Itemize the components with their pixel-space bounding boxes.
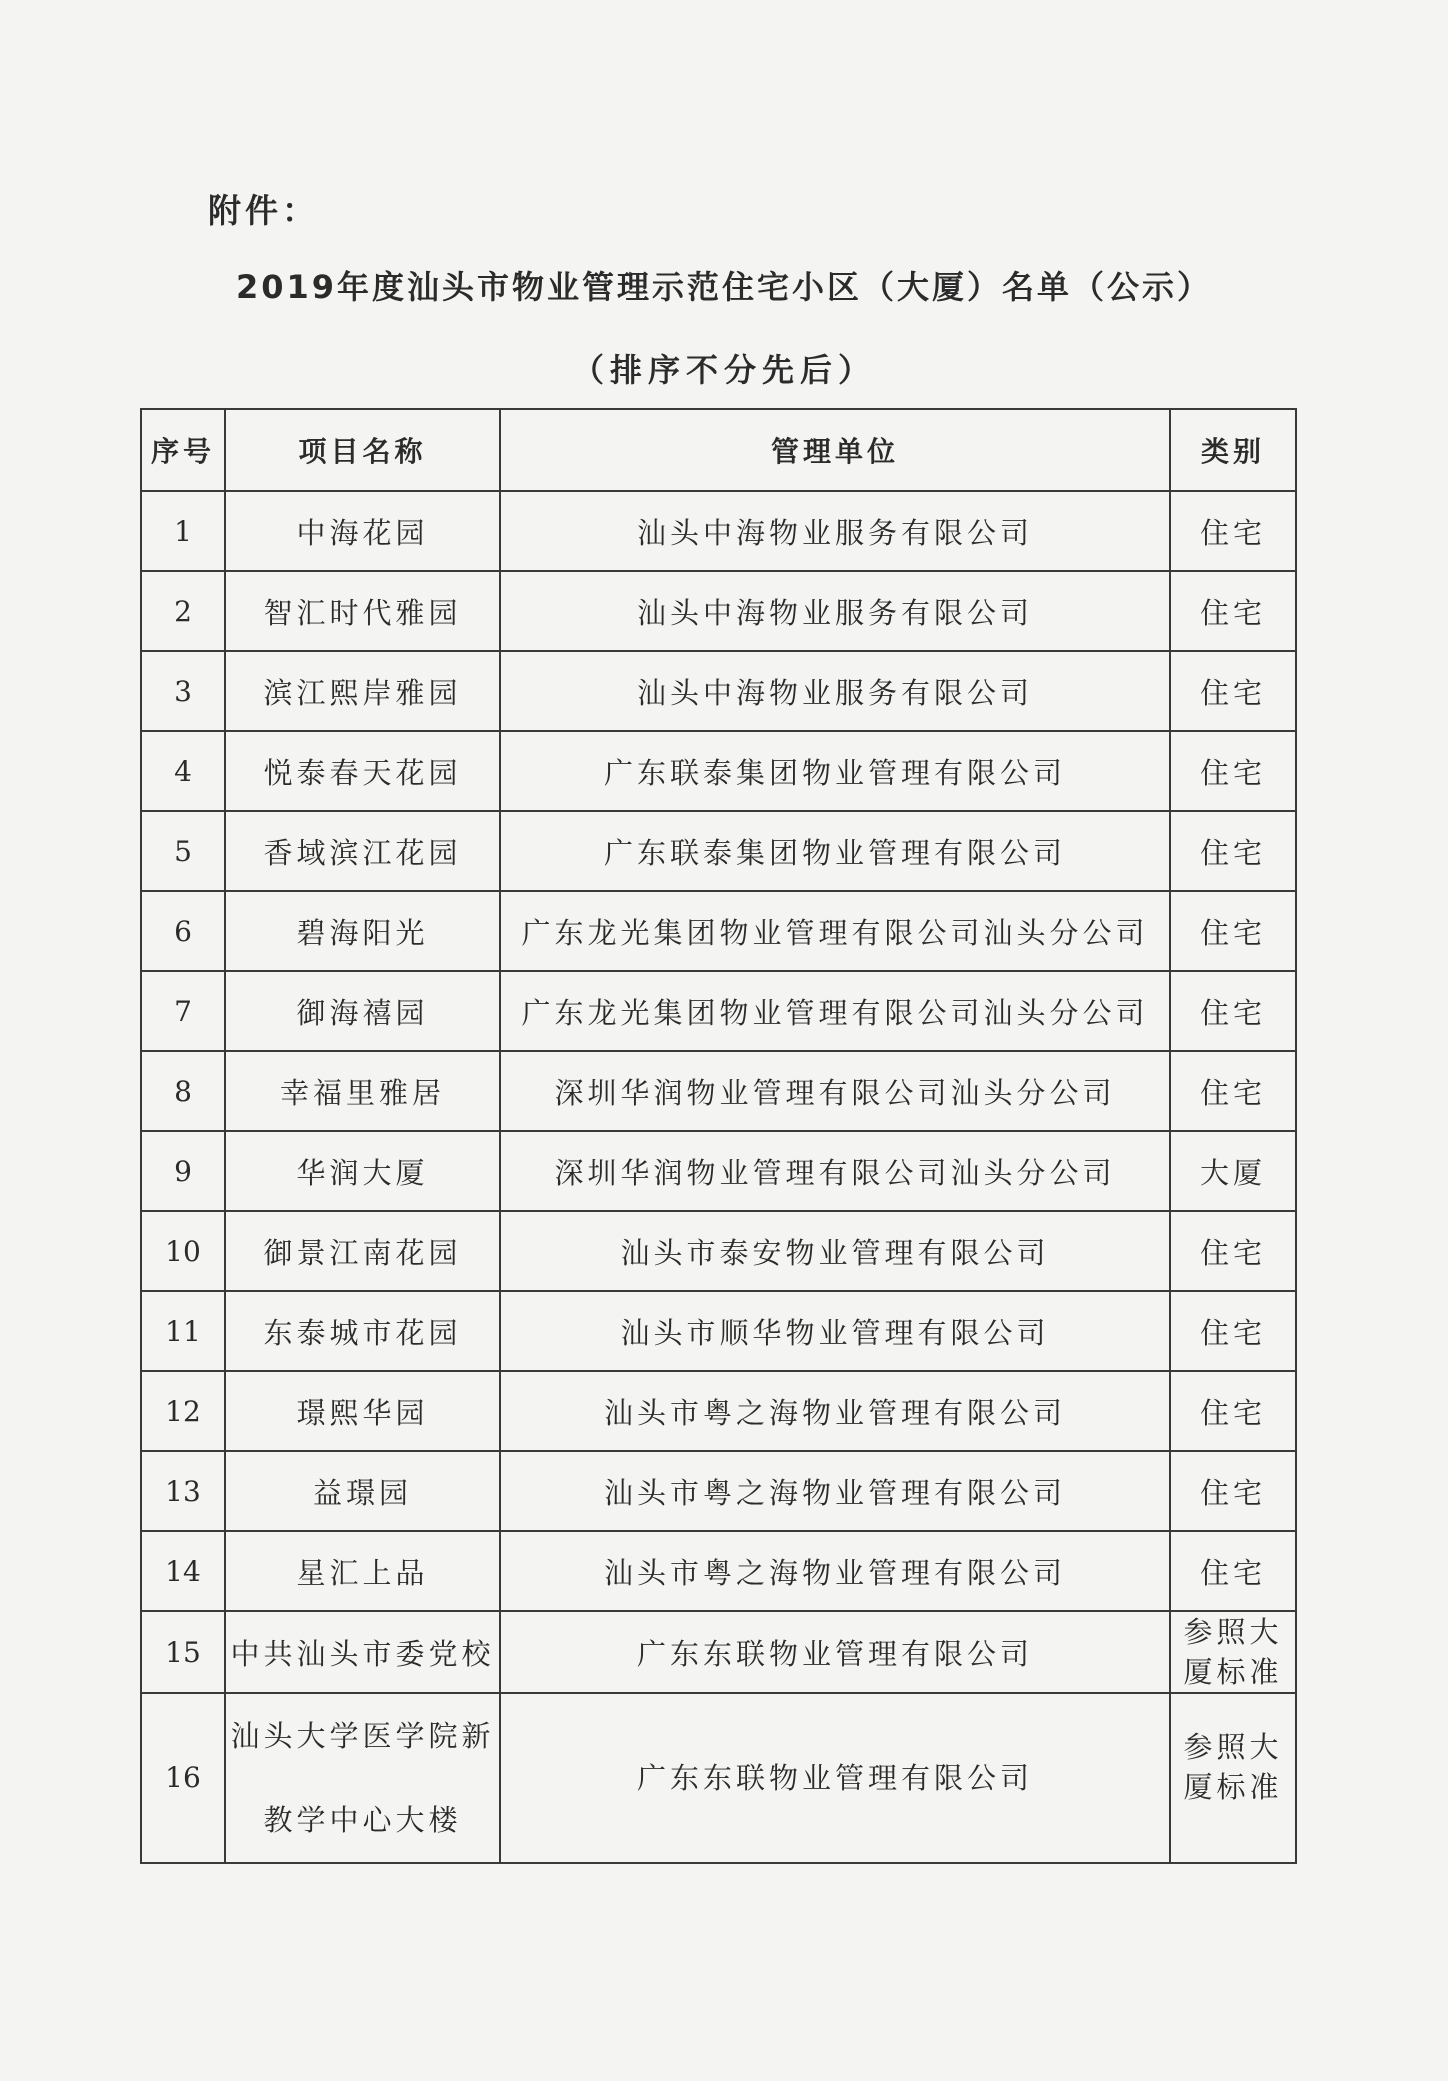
row-management-unit: 深圳华润物业管理有限公司汕头分公司 [500,1131,1170,1211]
row-category: 住宅 [1170,1451,1296,1531]
row-index: 13 [141,1451,225,1531]
row-management-unit: 汕头市泰安物业管理有限公司 [500,1211,1170,1291]
row-category: 住宅 [1170,491,1296,571]
header-project-name: 项目名称 [225,409,500,491]
row-index: 8 [141,1051,225,1131]
row-project-name: 益璟园 [225,1451,500,1531]
row-index: 7 [141,971,225,1051]
table-row [141,1131,1296,1211]
attachment-label: 附件： [208,191,319,230]
project-name-line-1: 汕头大学医学院新 [230,1719,495,1753]
category-text [1183,1612,1282,1692]
table-row [141,1051,1296,1131]
row-management-unit: 汕头市粤之海物业管理有限公司 [500,1531,1170,1611]
row-project-name: 华润大厦 [225,1131,500,1211]
row-project-name: 中共汕头市委党校 [225,1611,500,1693]
project-name-text [230,1694,494,1862]
table-row [141,1211,1296,1291]
project-name-line-2: 教学中心大楼 [263,1803,462,1837]
table-row [141,891,1296,971]
category-line-2: 厦标准 [1183,1655,1283,1689]
row-project-name [225,1693,500,1863]
row-index: 5 [141,811,225,891]
row-project-name: 滨江熙岸雅园 [225,651,500,731]
row-category [1170,1611,1296,1693]
row-category: 住宅 [1170,1211,1296,1291]
header-management-unit: 管理单位 [500,409,1170,491]
row-category: 住宅 [1170,1291,1296,1371]
category-text [1183,1727,1282,1807]
row-project-name: 香域滨江花园 [225,811,500,891]
row-project-name: 智汇时代雅园 [225,571,500,651]
table-row [141,1291,1296,1371]
table-row [141,1531,1296,1611]
row-management-unit: 深圳华润物业管理有限公司汕头分公司 [500,1051,1170,1131]
row-category: 大厦 [1170,1131,1296,1211]
row-index: 14 [141,1531,225,1611]
row-management-unit: 汕头中海物业服务有限公司 [500,571,1170,651]
row-management-unit: 广东联泰集团物业管理有限公司 [500,811,1170,891]
document-title: 2019年度汕头市物业管理示范住宅小区（大厦）名单（公示） [235,268,1213,306]
row-management-unit: 广东东联物业管理有限公司 [500,1611,1170,1693]
row-management-unit: 汕头中海物业服务有限公司 [500,491,1170,571]
row-project-name: 幸福里雅居 [225,1051,500,1131]
row-category: 住宅 [1170,891,1296,971]
row-category: 住宅 [1170,1371,1296,1451]
header-category: 类别 [1170,409,1296,491]
row-category [1170,1693,1296,1863]
row-index: 1 [141,491,225,571]
category-line-1: 参照大 [1183,1730,1283,1764]
header-index: 序号 [141,409,225,491]
model-community-table [140,408,1297,1864]
table-row [141,1693,1296,1863]
row-category: 住宅 [1170,571,1296,651]
row-category: 住宅 [1170,731,1296,811]
row-management-unit: 汕头市顺华物业管理有限公司 [500,1291,1170,1371]
row-index: 16 [141,1693,225,1863]
table-row [141,971,1296,1051]
table-header-row [141,409,1296,491]
row-management-unit: 广东联泰集团物业管理有限公司 [500,731,1170,811]
row-index: 12 [141,1371,225,1451]
row-index: 15 [141,1611,225,1693]
table-row [141,651,1296,731]
row-project-name: 御景江南花园 [225,1211,500,1291]
row-project-name: 璟熙华园 [225,1371,500,1451]
table-row [141,1451,1296,1531]
row-project-name: 御海禧园 [225,971,500,1051]
row-project-name: 悦泰春天花园 [225,731,500,811]
row-index: 4 [141,731,225,811]
table-row [141,811,1296,891]
row-index: 10 [141,1211,225,1291]
document-subtitle: （排序不分先后） [571,351,876,389]
table-row [141,1371,1296,1451]
table-row [141,731,1296,811]
row-category: 住宅 [1170,1051,1296,1131]
row-index: 11 [141,1291,225,1371]
row-management-unit: 汕头市粤之海物业管理有限公司 [500,1451,1170,1531]
row-project-name: 中海花园 [225,491,500,571]
row-management-unit: 广东龙光集团物业管理有限公司汕头分公司 [500,971,1170,1051]
row-index: 3 [141,651,225,731]
row-management-unit: 广东龙光集团物业管理有限公司汕头分公司 [500,891,1170,971]
row-index: 9 [141,1131,225,1211]
category-line-1: 参照大 [1183,1615,1283,1649]
row-category: 住宅 [1170,1531,1296,1611]
table-row [141,1611,1296,1693]
row-category: 住宅 [1170,651,1296,731]
table-row [141,571,1296,651]
row-management-unit: 广东东联物业管理有限公司 [500,1693,1170,1863]
row-index: 2 [141,571,225,651]
row-category: 住宅 [1170,971,1296,1051]
row-project-name: 东泰城市花园 [225,1291,500,1371]
row-project-name: 碧海阳光 [225,891,500,971]
table-row [141,491,1296,571]
row-management-unit: 汕头中海物业服务有限公司 [500,651,1170,731]
row-management-unit: 汕头市粤之海物业管理有限公司 [500,1371,1170,1451]
row-index: 6 [141,891,225,971]
category-line-2: 厦标准 [1183,1770,1283,1804]
row-project-name: 星汇上品 [225,1531,500,1611]
row-category: 住宅 [1170,811,1296,891]
